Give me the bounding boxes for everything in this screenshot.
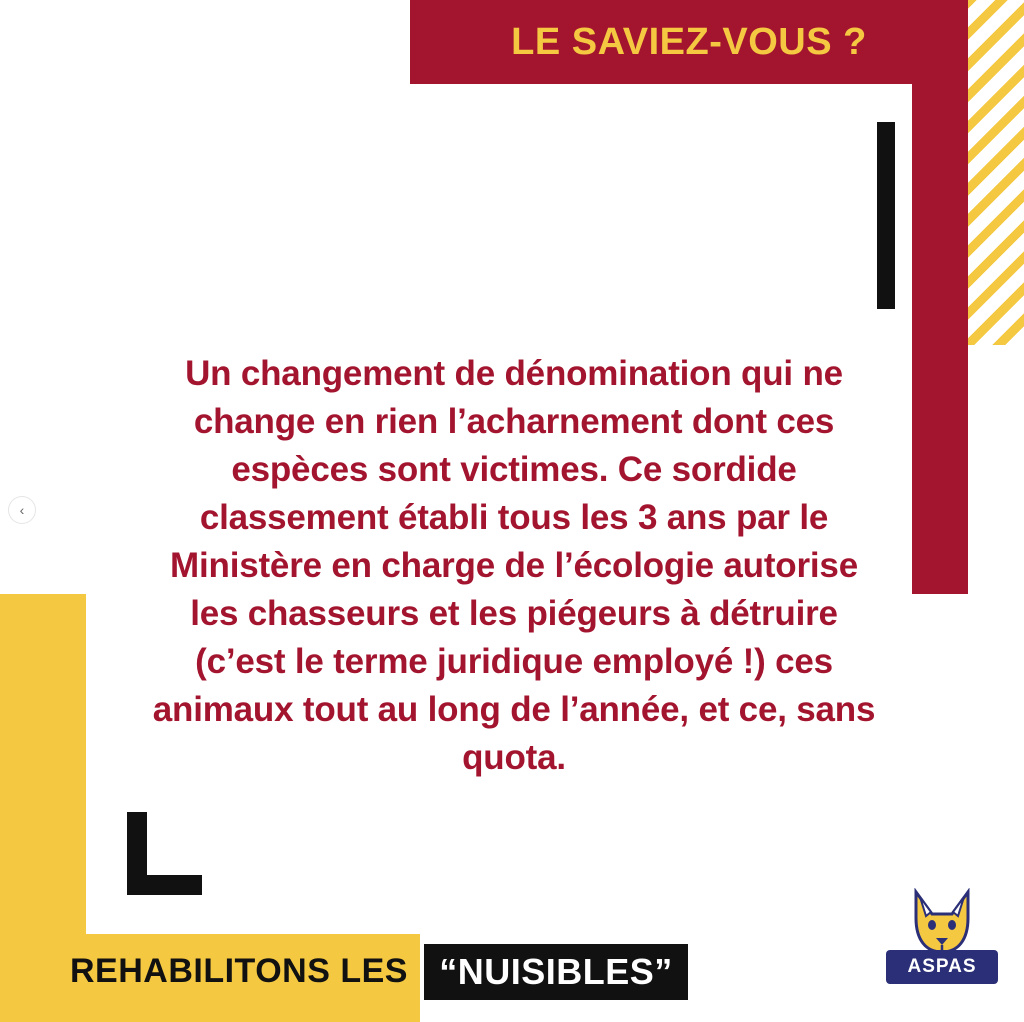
left-yellow-block [0,594,86,934]
footer-highlight-text: “NUISIBLES” [439,951,673,992]
footer-highlight-chip [424,944,688,1000]
chevron-left-icon: ‹ [19,502,25,518]
corner-mark-bottom-left-horizontal [127,875,202,895]
top-left-white-block [0,0,410,84]
body-paragraph: Un changement de dénomination qui ne change en rien l’acharnement dont ces espèces sont victimes. Ce sordide classement établi tous les 3 ans par le Ministère en charge de l’écologie autorise les chasseurs et les piégeurs à détruire (c’est le terme juridique employé !) ces animaux tout au long de l’année, et ce, sans quota. [152,354,876,777]
page-title: LE SAVIEZ-VOUS ? [511,20,867,63]
carousel-prev-button[interactable] [8,496,36,524]
footer-slogan: REHABILITONS LES [70,952,408,990]
diagonal-hatch-decoration [968,0,1024,345]
aspas-logo [886,888,998,1000]
corner-mark-top-right [877,122,895,309]
aspas-logo-badge [886,950,998,984]
aspas-logo-text: ASPAS [907,956,977,977]
hatch-stripes [968,0,1024,345]
fox-head-icon [910,888,974,958]
right-red-column [912,84,968,594]
